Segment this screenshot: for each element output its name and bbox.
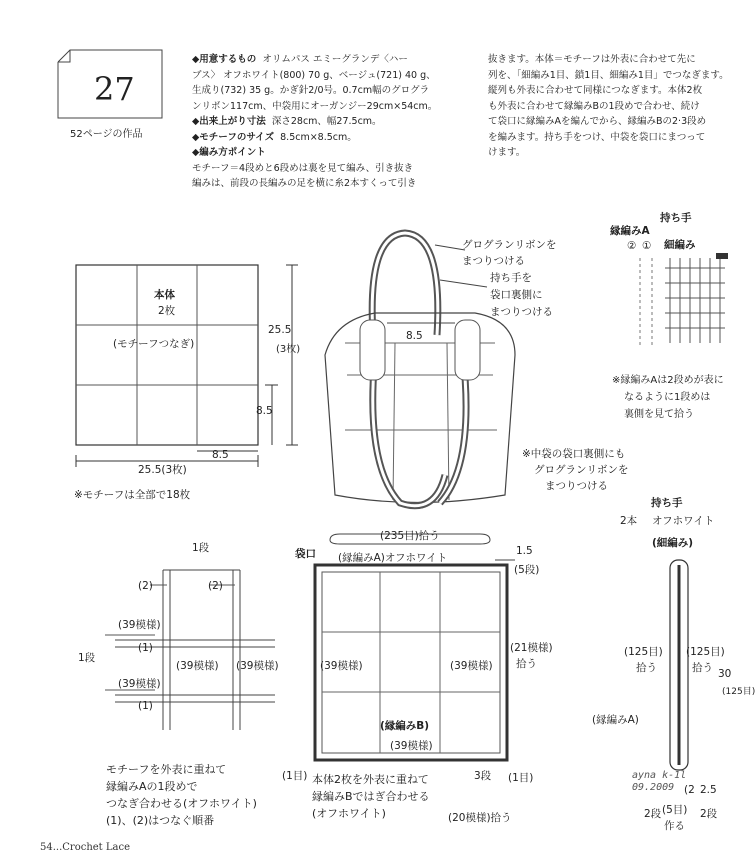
handle-small-a: (2	[684, 784, 695, 796]
handle-sc: (細編み)	[652, 537, 694, 549]
points-cont-3: 縦列も外表に合わせて同様につなぎます。本体2枚	[488, 85, 703, 96]
chart-row-2: ②	[627, 240, 637, 252]
join-left-row: 1段	[78, 652, 96, 664]
bag-callout-3a: ※中袋の袋口裏側にも	[522, 448, 626, 460]
bag-callout-2c: まつりつける	[490, 306, 553, 318]
points-cont-2: 列を、「細編み1目、鎖1目、細編み1目」でつなぎます。	[488, 69, 729, 81]
join-c1a: (1)	[138, 642, 153, 654]
opening-l-1me: (1目)	[282, 770, 308, 782]
join-caption-3: つなぎ合わせる(オフホワイト)	[106, 797, 257, 810]
chart-edge-a-label: 縁編みA	[610, 225, 650, 237]
points-cont-4: も外表に合わせて縁編みBの1段めで合わせ、続け	[488, 100, 700, 112]
bag-callout-2a: 持ち手を	[490, 272, 532, 284]
points-cont-5: て袋口に縁編みAを編んでから、縁編みBの2·3段め	[488, 116, 707, 127]
handle-bottom-make: 作る	[664, 820, 685, 832]
join-c2b: (2)	[208, 580, 223, 592]
opening-caption-3: (オフホワイト)	[312, 807, 386, 820]
join-c2a: (2)	[138, 580, 153, 592]
chart-note-3: 裏側を見て拾う	[624, 409, 694, 420]
instructions-left	[192, 52, 482, 192]
opening-title: 袋口	[295, 548, 316, 560]
handle-len-b: (125目)	[722, 687, 755, 697]
body-title: 本体	[154, 289, 175, 301]
opening-bottom-count: (20模様)拾う	[448, 812, 512, 824]
opening-edge-b: (縁編みB)	[380, 720, 430, 732]
points-cont-7: けます。	[488, 147, 526, 158]
chart-row-1: ①	[642, 240, 652, 252]
points-cont-6: を編みます。持ち手をつけ、中袋を袋口にまつって	[488, 131, 706, 143]
opening-edge-a: (縁編みA)オフホワイト	[338, 552, 448, 564]
page-number-title: 27	[94, 70, 135, 108]
materials-line-1: オリムパス エミーグランデ〈ハー	[262, 54, 408, 65]
join-caption-4: (1)、(2)はつなぐ順番	[106, 814, 215, 827]
opening-caption-2: 縁編みBではぎ合わせる	[312, 790, 430, 803]
motif-size-heading: ◆モチーフのサイズ	[192, 131, 275, 143]
handle-len-a: 30	[718, 668, 732, 680]
handle-color: オフホワイト	[652, 515, 715, 527]
points-heading: ◆編み方ポイント	[192, 147, 266, 158]
bag-callout-2b: 袋口裏側に	[490, 289, 543, 301]
join-c1b: (1)	[138, 700, 153, 712]
handle-left-125-sub: 拾う	[636, 662, 657, 674]
handle-count: 2本	[620, 515, 638, 527]
handle-right-125: (125目)	[686, 646, 725, 658]
chart-note-1: ※縁編みAは2段めが表に	[612, 375, 724, 386]
size-heading: ◆出来上がり寸法	[192, 116, 266, 127]
opening-right-21: (21模様)	[510, 642, 553, 654]
opening-left-39: (39模様)	[320, 660, 363, 672]
join-c39a: (39模様)	[118, 619, 161, 631]
handle-edge-a: (縁編みA)	[592, 714, 639, 726]
bag-callout-1a: グログランリボンを	[462, 239, 557, 251]
join-caption-2: 縁編みAの1段めで	[106, 780, 198, 793]
join-c39v2: (39模様)	[236, 660, 279, 672]
chart-handle-label: 持ち手	[660, 212, 692, 224]
bag-handle-gap: 8.5	[406, 330, 423, 342]
opening-top-count: (235目)拾う	[380, 530, 440, 542]
points-line-1: モチーフ＝4段めと6段めは裏を見て編み、引き抜き	[192, 162, 414, 174]
handle-bottom-2dan-l: 2段	[644, 808, 662, 820]
body-height-sub: (3枚)	[276, 344, 301, 355]
points-line-2: 編みは、前段の長編みの足を横に糸2本すくって引き	[192, 178, 417, 189]
chart-note-2: なるように1段めは	[624, 392, 711, 403]
handle-bottom-5me: (5目)	[662, 804, 688, 816]
opening-bottom-39: (39模様)	[390, 740, 433, 752]
opening-caption-1: 本体2枚を外表に重ねて	[312, 773, 429, 786]
opening-r-1me: (1目)	[508, 772, 534, 784]
materials-line-3: 生成り(732) 35 g。かぎ針2/0号。0.7cm幅のグログラ	[192, 85, 430, 96]
join-diagram-lines	[95, 540, 285, 750]
body-cell-v: 8.5	[256, 405, 273, 417]
header-number-box	[56, 48, 164, 120]
handle-title: 持ち手	[651, 497, 683, 509]
instructions-right	[488, 52, 750, 161]
motif-size-text: 8.5cm×8.5cm。	[280, 131, 357, 143]
materials-line-4: ンリボン117cm、中袋用にオーガンジー29cm×54cm。	[192, 100, 438, 112]
body-count: 2枚	[158, 305, 176, 317]
points-cont-1: 抜きます。本体＝モチーフは外表に合わせて先に	[488, 54, 696, 65]
bag-callout-3b: グログランリボンを	[534, 464, 629, 476]
body-height: 25.5	[268, 324, 292, 336]
join-c39v1: (39模様)	[176, 660, 219, 672]
opening-right-21-sub: 拾う	[516, 658, 537, 670]
size-text: 深さ28cm、幅27.5cm。	[271, 116, 382, 127]
opening-dim-b: (5段)	[514, 564, 540, 576]
join-c39b: (39模様)	[118, 678, 161, 690]
body-cell-h: 8.5	[212, 449, 229, 461]
join-row1: 1段	[192, 542, 210, 554]
body-note: (モチーフつなぎ)	[113, 338, 195, 350]
body-footnote: ※モチーフは全部で18枚	[74, 489, 191, 501]
handle-right-125-sub: 拾う	[692, 662, 713, 674]
opening-right-39: (39模様)	[450, 660, 493, 672]
bag-callout-3c: まつりつける	[545, 480, 608, 492]
handle-left-125: (125目)	[624, 646, 663, 658]
body-width: 25.5(3枚)	[138, 464, 187, 476]
materials-line-2: ブス〉 オフホワイト(800) 70 g、ベージュ(721) 40 g、	[192, 69, 436, 81]
materials-heading: ◆用意するもの	[192, 54, 257, 65]
handle-small-b: 2.5	[700, 784, 717, 796]
join-caption-1: モチーフを外表に重ねて	[106, 763, 227, 776]
bag-callout-1b: まつりつける	[462, 255, 525, 267]
opening-three-dan: 3段	[474, 770, 492, 782]
opening-dim-a: 1.5	[516, 545, 533, 557]
ref-page-text: 52ページの作品	[70, 129, 143, 140]
footer: 54...Crochet Lace	[40, 842, 130, 853]
chart-sc-label: 細編み	[664, 239, 696, 251]
stitch-chart-grid	[620, 248, 730, 363]
watermark: ayna k-1l 09.2009	[632, 770, 687, 793]
handle-bottom-2dan-r: 2段	[700, 808, 718, 820]
